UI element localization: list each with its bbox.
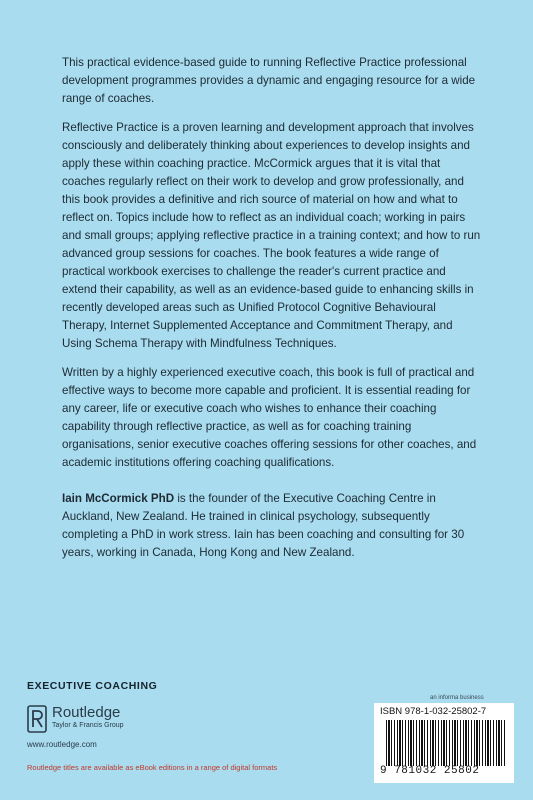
author-name: Iain McCormick PhD (62, 492, 175, 505)
author-bio-text: is the founder of the Executive Coaching Centre in Auckland, New Zealand. He trained in clinical psychology, subsequently completing a PhD in work stress. Iain has been coaching and consulting for 30 years, working in Canada, Hong Kong and New Zealand. (62, 492, 465, 559)
publisher-url: www.routledge.com (27, 740, 97, 749)
publisher-logo-block (27, 705, 124, 733)
author-bio (62, 490, 482, 562)
ebook-note: Routledge titles are available as eBook editions in a range of digital formats (27, 763, 278, 772)
back-cover-blurb (62, 54, 482, 573)
barcode-panel (374, 703, 514, 783)
routledge-logo-icon (27, 705, 47, 733)
isbn-text: ISBN 978-1-032-25802-7 (380, 706, 487, 717)
blurb-paragraph-3: Written by a highly experienced executive coach, this book is full of practical and effective ways to become more capable and proficient. It is essential reading for any career, life or executive coach who wishes to enhance their coaching capability through reflective practice, as well as for coaching training organisations, senior executive coaches offering sessions for other coaches, and academic institutions offering coaching qualifications. (62, 366, 477, 469)
category-label: EXECUTIVE COACHING (27, 680, 158, 692)
barcode-icon (386, 720, 506, 766)
publisher-group: Taylor & Francis Group (52, 722, 124, 729)
blurb-paragraph-2: Reflective Practice is a proven learning and development approach that involves consciously and deliberately thinking about experiences to develop insights and apply these within coaching practice. McCormick argues that it is vital that coaches regularly reflect on their work to develop and grow professionally, and this book provides a definitive and rich source of material on how and what to reflect on. Topics include how to reflect as an individual coach; working in pairs and small groups; applying reflective practice in a training context; and how to run advanced group sessions for coaches. The book features a wide range of practical workbook exercises to challenge the reader's current practice and extend their capability, as well as an evidence-based guide to enhancing skills in recently developed areas such as Unified Protocol Cognitive Behavioural Therapy, Internet Supplemented Acceptance and Commitment Therapy, and Using Schema Therapy with Mindfulness Techniques. (62, 121, 481, 350)
barcode-number: 9 781032 25802 (380, 765, 480, 777)
publisher-name: Routledge (52, 704, 121, 721)
informa-tagline: an informa business (430, 695, 484, 701)
blurb-paragraph-1: This practical evidence-based guide to running Reflective Practice professional development programmes provides a dynamic and engaging resource for a wide range of coaches. (62, 56, 476, 105)
